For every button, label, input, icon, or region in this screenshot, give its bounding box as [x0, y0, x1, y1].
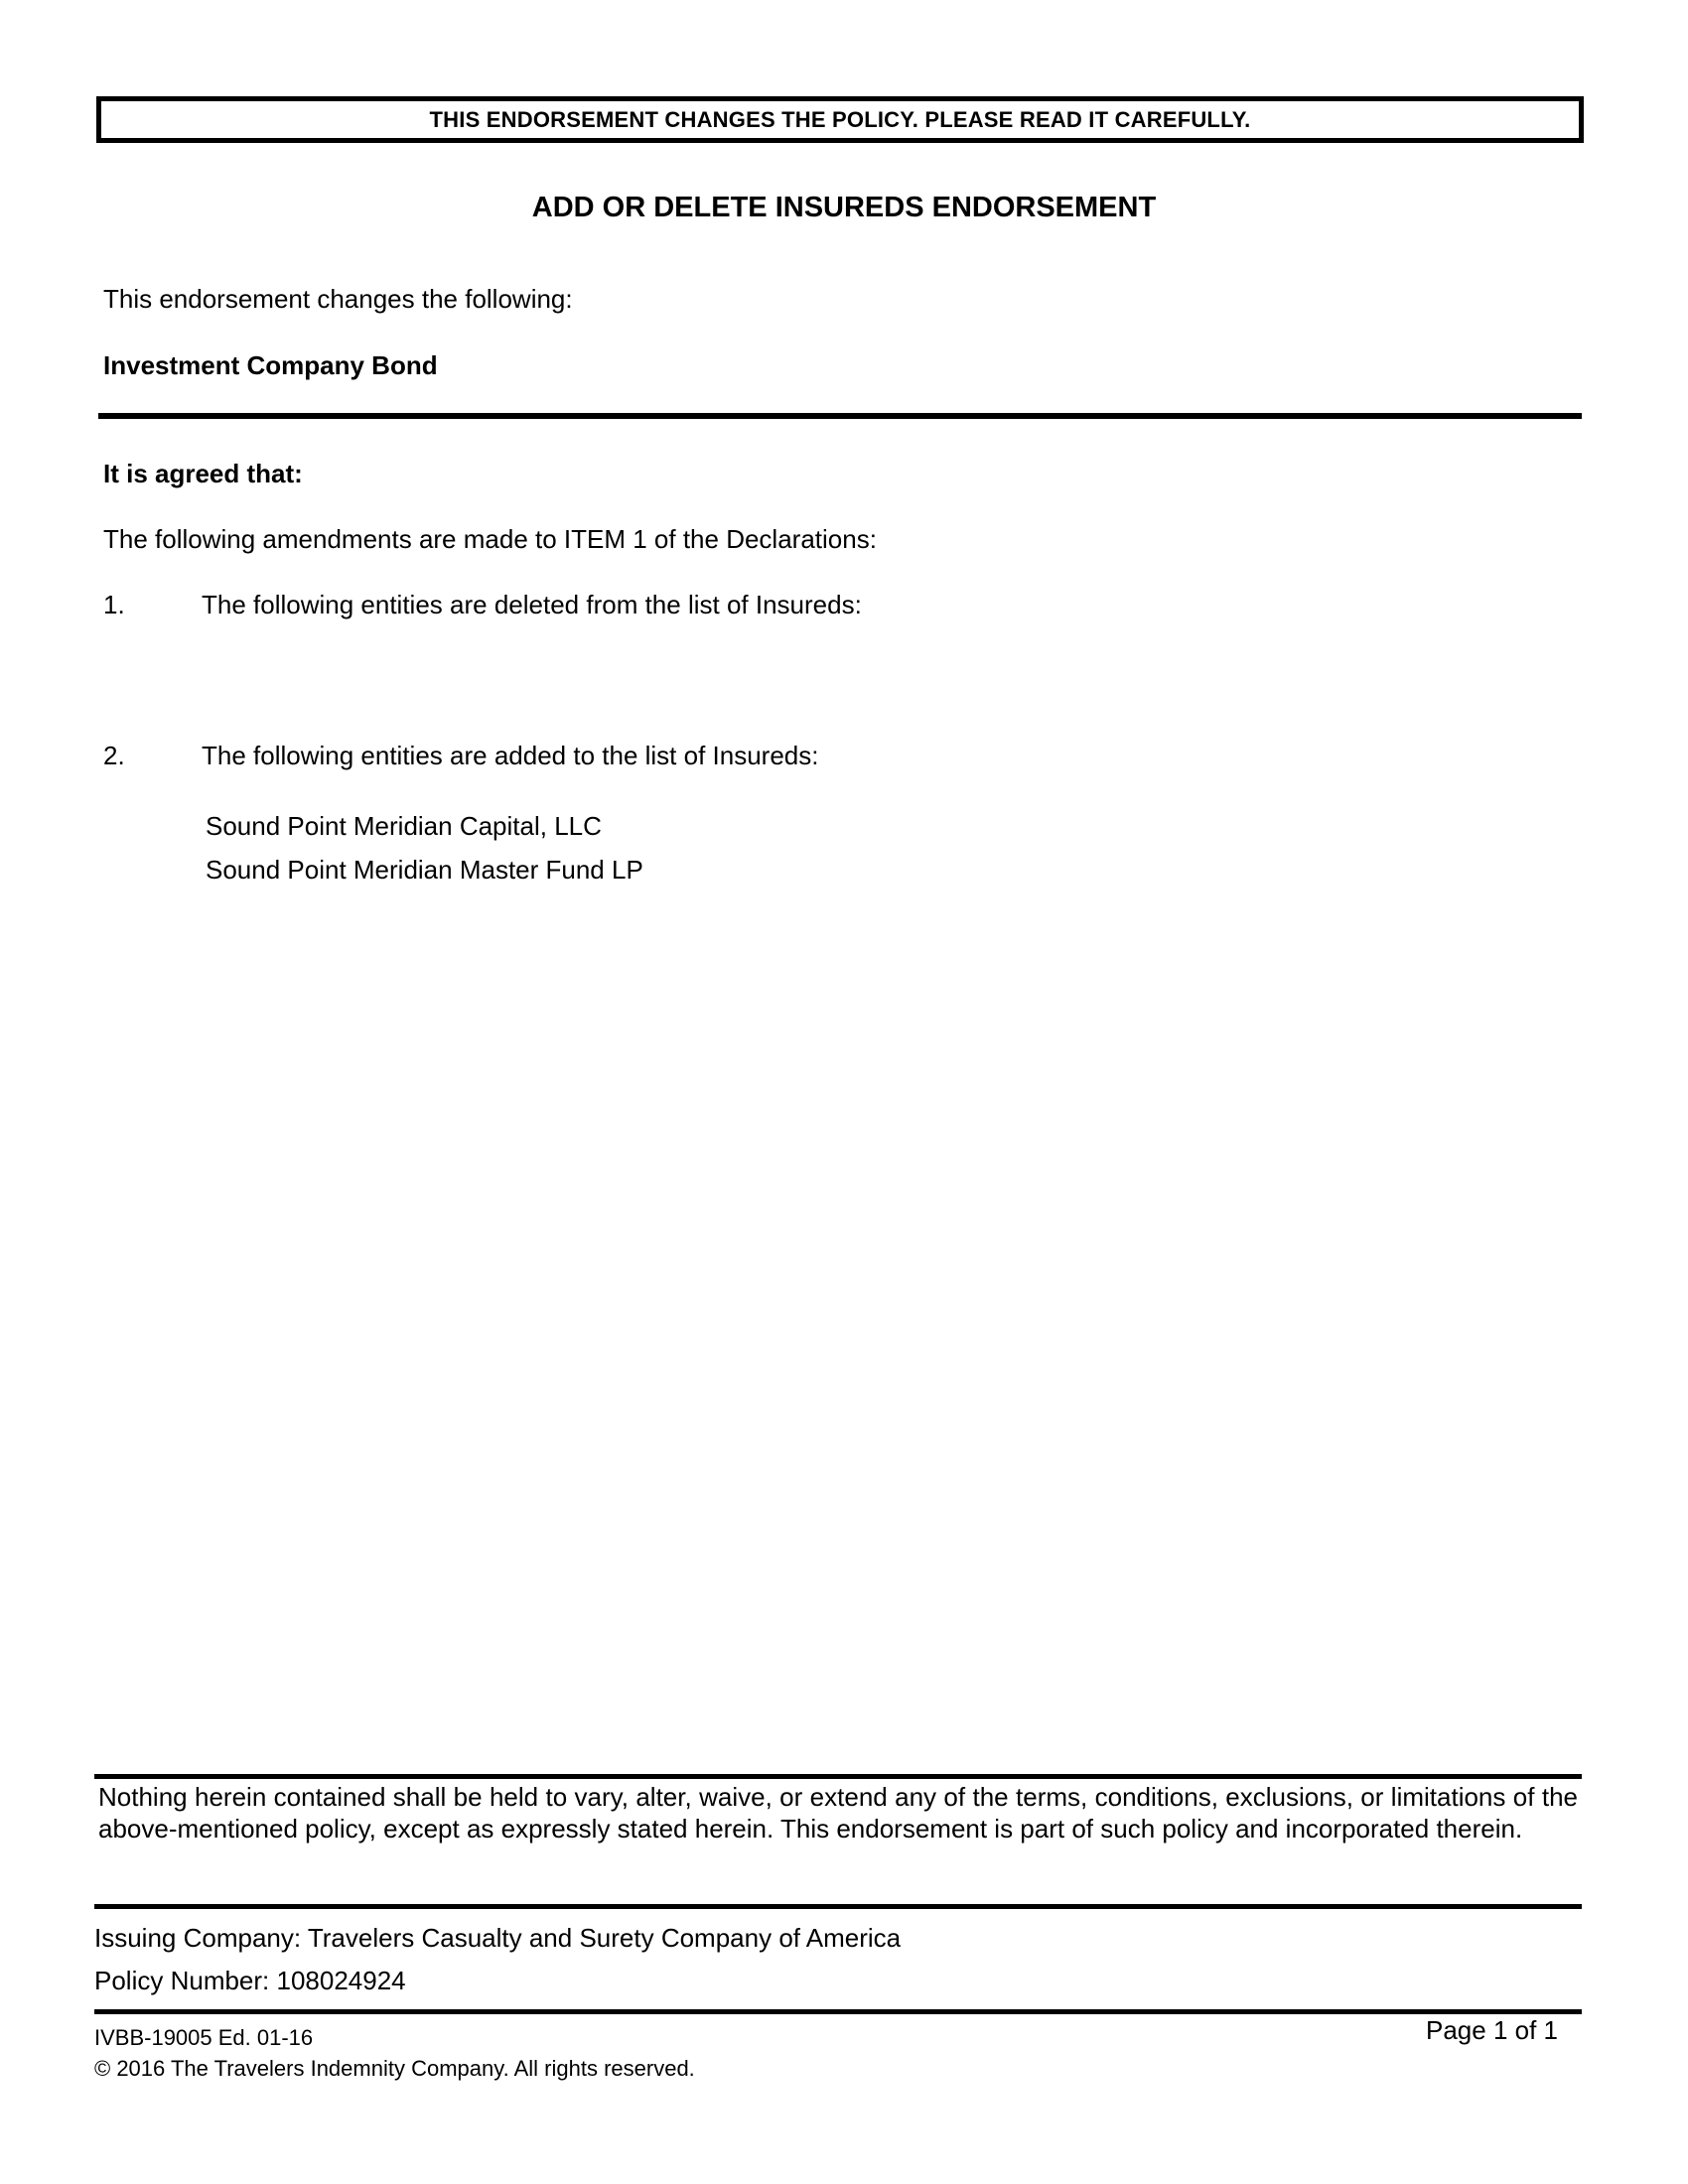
copyright-notice: © 2016 The Travelers Indemnity Company. All rights reserved.	[94, 2056, 695, 2081]
endorsement-notice: THIS ENDORSEMENT CHANGES THE POLICY. PLEASE READ IT CAREFULLY.	[429, 106, 1251, 132]
added-entity: Sound Point Meridian Capital, LLC	[206, 811, 602, 841]
agreed-heading: It is agreed that:	[103, 459, 303, 488]
page-number: Page 1 of 1	[1426, 2015, 1558, 2045]
changes-line: This endorsement changes the following:	[103, 284, 573, 314]
section-divider	[98, 413, 1582, 419]
footer-divider-top	[94, 1774, 1582, 1779]
added-entity: Sound Point Meridian Master Fund LP	[206, 855, 643, 885]
disclaimer-paragraph: Nothing herein contained shall be held to vary, alter, waive, or extend any of the terms, conditions, exclusions, or limitations of the above-mentioned policy, except as expressly stated herein. This endorsement is part of such policy and incorporated therein.	[98, 1782, 1578, 1843]
item-text-deleted: The following entities are deleted from the list of Insureds:	[202, 590, 862, 619]
policy-number: Policy Number: 108024924	[94, 1966, 406, 1995]
item-number: 2.	[103, 741, 125, 770]
item-text-added: The following entities are added to the list of Insureds:	[202, 741, 819, 770]
coverage-name: Investment Company Bond	[103, 350, 438, 380]
document-title: ADD OR DELETE INSUREDS ENDORSEMENT	[531, 192, 1157, 223]
form-number: IVBB-19005 Ed. 01-16	[94, 2025, 314, 2050]
item-number: 1.	[103, 590, 125, 619]
endorsement-notice-box	[96, 96, 1584, 143]
issuing-company: Issuing Company: Travelers Casualty and Surety Company of America	[94, 1923, 902, 1953]
footer-divider-bottom	[94, 2009, 1582, 2014]
amendments-intro: The following amendments are made to ITEM 1 of the Declarations:	[103, 524, 877, 554]
footer-divider-middle	[94, 1904, 1582, 1909]
